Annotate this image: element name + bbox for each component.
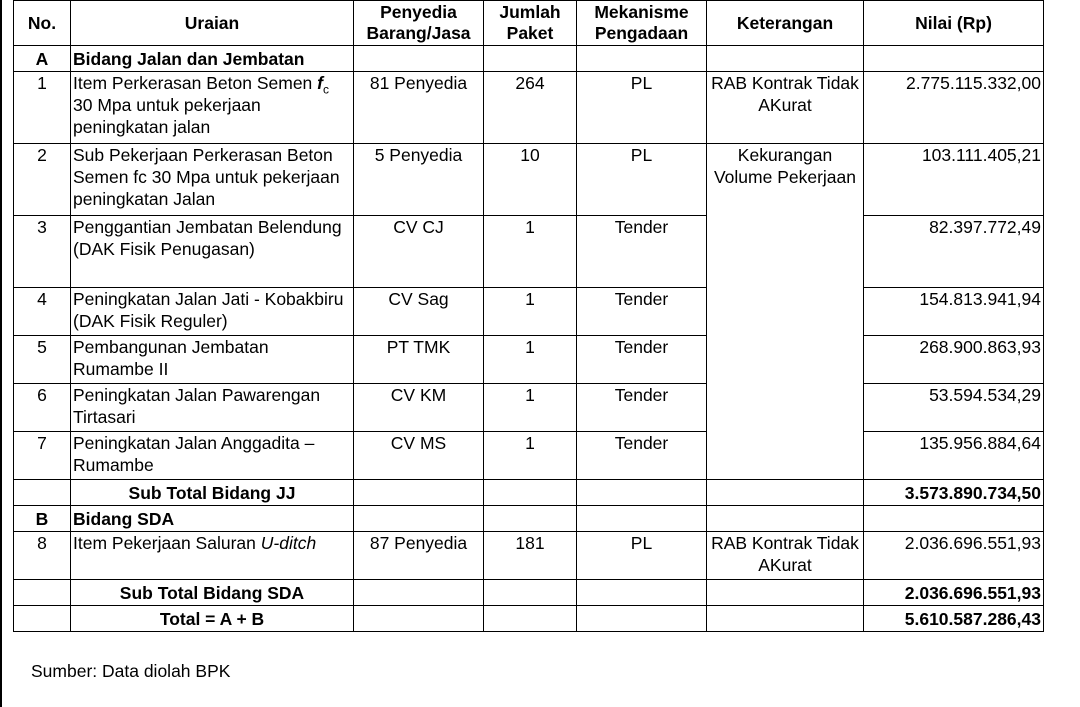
row-no: 3 — [14, 216, 71, 288]
page-border-line — [0, 0, 2, 707]
row-no: 2 — [14, 144, 71, 216]
empty-cell — [484, 506, 577, 532]
total-value: 5.610.587.286,43 — [864, 606, 1044, 632]
row-no: 5 — [14, 336, 71, 384]
header-mekanisme-line2: Pengadaan — [594, 23, 689, 43]
row-uraian: Pembangunan Jembatan Rumambe II — [71, 336, 354, 384]
header-penyedia-line1: Penyedia — [380, 2, 457, 22]
row-uraian: Peningkatan Jalan Pawarengan Tirtasari — [71, 384, 354, 432]
empty-cell — [14, 580, 71, 606]
row-no: 8 — [14, 532, 71, 580]
row-jumlah: 1 — [484, 336, 577, 384]
empty-cell — [484, 46, 577, 72]
empty-cell — [707, 580, 864, 606]
row-nilai: 154.813.941,94 — [864, 288, 1044, 336]
section-code: B — [14, 506, 71, 532]
empty-cell — [577, 480, 707, 506]
row-penyedia: 81 Penyedia — [354, 72, 484, 144]
uraian-italic-text: U-ditch — [260, 533, 317, 553]
row-nilai: 2.775.115.332,00 — [864, 72, 1044, 144]
subtotal-row-a — [14, 480, 1044, 506]
empty-cell — [354, 580, 484, 606]
empty-cell — [354, 46, 484, 72]
row-no: 6 — [14, 384, 71, 432]
uraian-text: Item Perkerasan Beton Semen — [73, 73, 318, 93]
header-keterangan: Keterangan — [707, 1, 864, 46]
findings-table — [13, 0, 1044, 632]
row-penyedia: 5 Penyedia — [354, 144, 484, 216]
row-nilai: 82.397.772,49 — [864, 216, 1044, 288]
empty-cell — [577, 580, 707, 606]
row-uraian: Sub Pekerjaan Perkerasan Beton Semen fc 30 Mpa untuk pekerjaan peningkatan Jalan — [71, 144, 354, 216]
uraian-text: 30 Mpa untuk pekerjaan peningkatan jalan — [73, 95, 261, 137]
empty-cell — [14, 606, 71, 632]
row-mekanisme: PL — [577, 144, 707, 216]
subtotal-value: 2.036.696.551,93 — [864, 580, 1044, 606]
header-jumlah — [484, 1, 577, 46]
row-nilai: 268.900.863,93 — [864, 336, 1044, 384]
empty-cell — [577, 506, 707, 532]
empty-cell — [864, 46, 1044, 72]
row-penyedia: 87 Penyedia — [354, 532, 484, 580]
row-jumlah: 181 — [484, 532, 577, 580]
row-mekanisme: Tender — [577, 336, 707, 384]
header-jumlah-line1: Jumlah — [499, 2, 561, 22]
uraian-symbol: f — [317, 73, 323, 93]
row-uraian: Peningkatan Jalan Anggadita – Rumambe — [71, 432, 354, 480]
row-jumlah: 1 — [484, 432, 577, 480]
table-row — [14, 336, 1044, 384]
row-penyedia: PT TMK — [354, 336, 484, 384]
empty-cell — [577, 606, 707, 632]
subtotal-value: 3.573.890.734,50 — [864, 480, 1044, 506]
row-keterangan: RAB Kontrak Tidak AKurat — [707, 72, 864, 144]
subtotal-label: Sub Total Bidang JJ — [71, 480, 354, 506]
row-jumlah: 10 — [484, 144, 577, 216]
empty-cell — [707, 480, 864, 506]
row-jumlah: 1 — [484, 288, 577, 336]
empty-cell — [484, 580, 577, 606]
row-uraian — [71, 532, 354, 580]
section-title: Bidang Jalan dan Jembatan — [71, 46, 354, 72]
empty-cell — [354, 606, 484, 632]
total-row — [14, 606, 1044, 632]
row-nilai: 135.956.884,64 — [864, 432, 1044, 480]
row-jumlah: 1 — [484, 216, 577, 288]
row-mekanisme: Tender — [577, 216, 707, 288]
row-penyedia: CV KM — [354, 384, 484, 432]
header-penyedia-line2: Barang/Jasa — [366, 23, 471, 43]
uraian-text: Item Pekerjaan Saluran — [73, 533, 261, 553]
section-code: A — [14, 46, 71, 72]
header-uraian: Uraian — [71, 1, 354, 46]
header-row — [14, 1, 1044, 46]
table-row — [14, 144, 1044, 216]
row-no: 1 — [14, 72, 71, 144]
row-jumlah: 264 — [484, 72, 577, 144]
empty-cell — [707, 46, 864, 72]
merged-keterangan: Kekurangan Volume Pekerjaan — [707, 144, 864, 480]
empty-cell — [707, 506, 864, 532]
total-label: Total = A + B — [71, 606, 354, 632]
row-mekanisme: PL — [577, 532, 707, 580]
table-row — [14, 288, 1044, 336]
row-uraian: Peningkatan Jalan Jati - Kobakbiru (DAK Fisik Reguler) — [71, 288, 354, 336]
empty-cell — [577, 46, 707, 72]
table-row — [14, 432, 1044, 480]
header-mekanisme — [577, 1, 707, 46]
row-penyedia: CV CJ — [354, 216, 484, 288]
row-penyedia: CV MS — [354, 432, 484, 480]
empty-cell — [484, 480, 577, 506]
source-note: Sumber: Data diolah BPK — [31, 661, 231, 681]
empty-cell — [354, 480, 484, 506]
row-no: 4 — [14, 288, 71, 336]
row-mekanisme: Tender — [577, 384, 707, 432]
table-row — [14, 384, 1044, 432]
empty-cell — [14, 480, 71, 506]
row-nilai: 2.036.696.551,93 — [864, 532, 1044, 580]
header-penyedia — [354, 1, 484, 46]
header-no: No. — [14, 1, 71, 46]
subtotal-label: Sub Total Bidang SDA — [71, 580, 354, 606]
row-uraian: Penggantian Jembatan Belendung (DAK Fisik Penugasan) — [71, 216, 354, 288]
row-no: 7 — [14, 432, 71, 480]
section-row-a — [14, 46, 1044, 72]
header-nilai: Nilai (Rp) — [864, 1, 1044, 46]
row-mekanisme: Tender — [577, 288, 707, 336]
empty-cell — [707, 606, 864, 632]
row-keterangan: RAB Kontrak Tidak AKurat — [707, 532, 864, 580]
row-penyedia: CV Sag — [354, 288, 484, 336]
empty-cell — [354, 506, 484, 532]
table-row — [14, 72, 1044, 144]
row-jumlah: 1 — [484, 384, 577, 432]
section-row-b — [14, 506, 1044, 532]
uraian-subscript: c — [322, 82, 329, 97]
header-jumlah-line2: Paket — [506, 23, 554, 43]
header-mekanisme-line1: Mekanisme — [594, 2, 689, 22]
empty-cell — [864, 506, 1044, 532]
row-mekanisme: Tender — [577, 432, 707, 480]
row-nilai: 53.594.534,29 — [864, 384, 1044, 432]
section-title: Bidang SDA — [71, 506, 354, 532]
row-nilai: 103.111.405,21 — [864, 144, 1044, 216]
empty-cell — [484, 606, 577, 632]
row-mekanisme: PL — [577, 72, 707, 144]
subtotal-row-b — [14, 580, 1044, 606]
row-uraian — [71, 72, 354, 144]
table-row — [14, 216, 1044, 288]
table-row — [14, 532, 1044, 580]
